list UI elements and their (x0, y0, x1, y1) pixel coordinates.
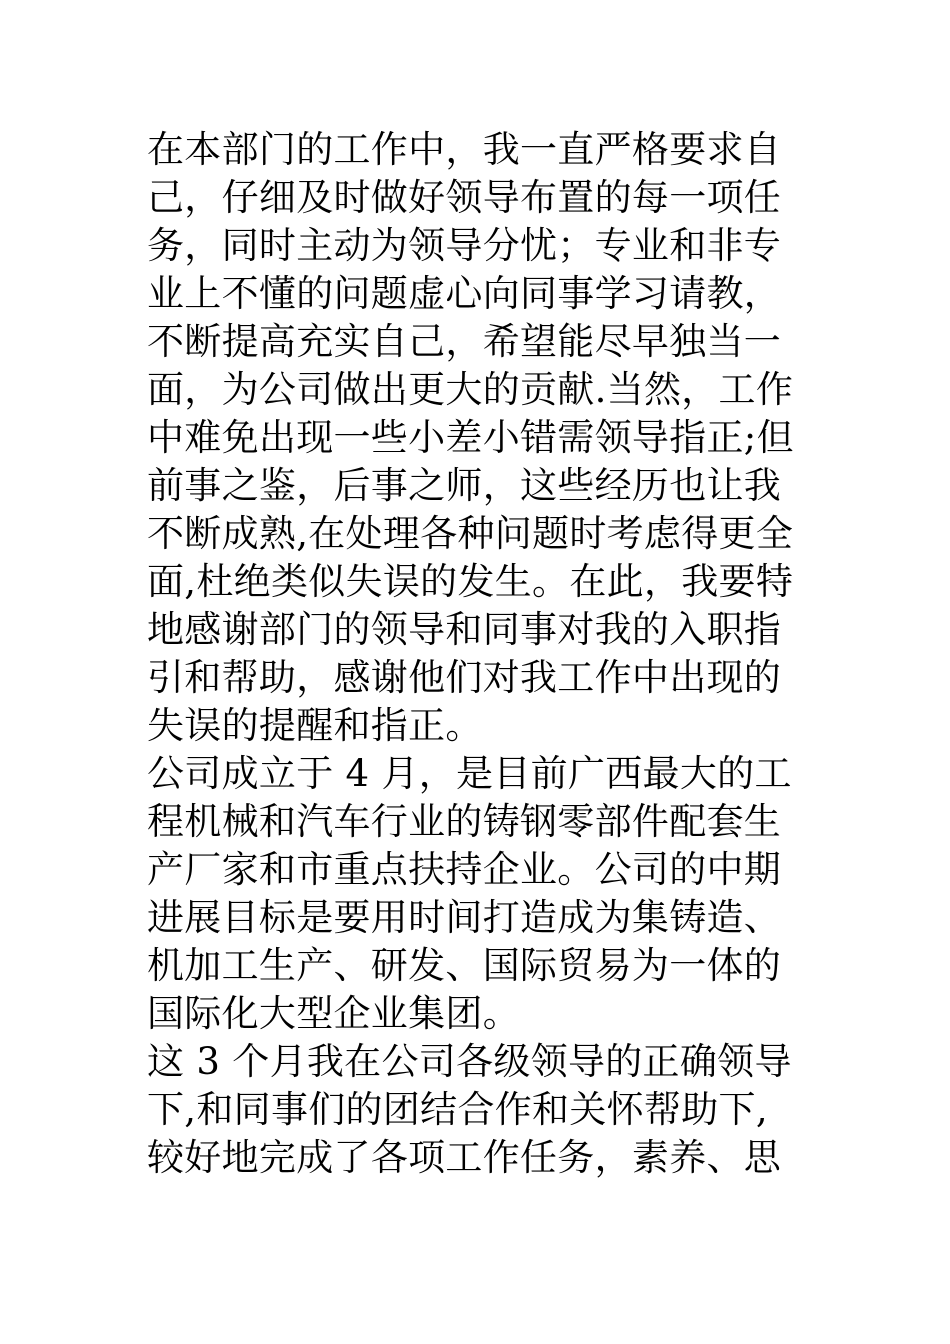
text-line: 业上不懂的问题虚心向同事学习请教， (147, 272, 782, 315)
text-line: 在本部门的工作中，我一直严格要求自 (147, 128, 782, 171)
text-line: 下,和同事们的团结合作和关怀帮助下, (147, 1088, 768, 1131)
text-line: 面，为公司做出更大的贡献.当然，工作 (147, 368, 794, 411)
text-line: 国际化大型企业集团。 (147, 992, 520, 1035)
text-line: 不断成熟,在处理各种问题时考虑得更全 (147, 512, 794, 555)
text-line: 较好地完成了各项工作任务，素养、思 (147, 1136, 782, 1179)
text-line: 产厂家和市重点扶持企业。公司的中期 (147, 848, 782, 891)
text-line: 程机械和汽车行业的铸钢零部件配套生 (147, 800, 782, 843)
text-line: 失误的提醒和指正。 (147, 704, 483, 747)
text-line: 己，仔细及时做好领导布置的每一项任 (147, 176, 782, 219)
text-line: 机加工生产、研发、国际贸易为一体的 (147, 944, 782, 987)
text-line: 引和帮助，感谢他们对我工作中出现的 (147, 656, 782, 699)
text-line: 面,杜绝类似失误的发生。在此，我要特 (147, 560, 794, 603)
text-line: 前事之鉴，后事之师，这些经历也让我 (147, 464, 782, 507)
document-body-text (147, 126, 807, 1182)
text-line: 这 3 个月我在公司各级领导的正确领导 (147, 1040, 792, 1083)
text-line: 务，同时主动为领导分忧；专业和非专 (147, 224, 782, 267)
text-line: 不断提高充实自己，希望能尽早独当一 (147, 320, 782, 363)
text-line: 中难免出现一些小差小错需领导指正;但 (147, 416, 794, 459)
text-line: 进展目标是要用时间打造成为集铸造、 (147, 896, 782, 939)
text-line: 地感谢部门的领导和同事对我的入职指 (147, 608, 782, 651)
text-line: 公司成立于 4 月，是目前广西最大的工 (147, 752, 792, 795)
